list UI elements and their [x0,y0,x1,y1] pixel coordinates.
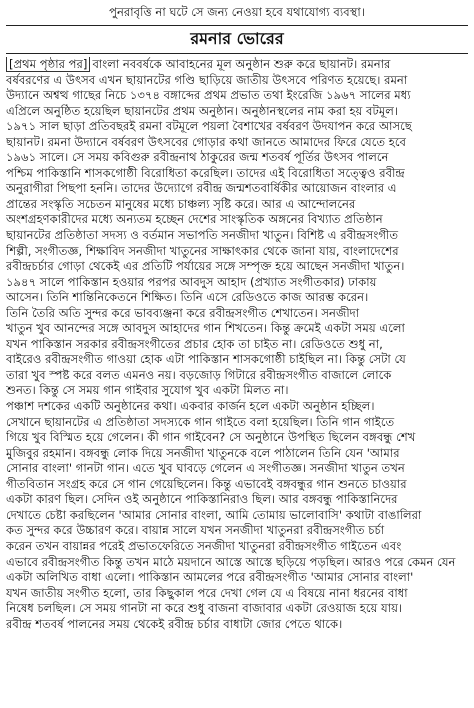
article-line: ১৯৭১ সাল ছাড়া প্রতিবছরই রমনা বটমূলে পয়লা বৈশাখের বর্ষবরণ উদযাপন করে আসছে [6,119,412,134]
article-line: বাইরেও রবীন্দ্রসংগীত গাওয়া হোক এটা পাকিস্তান শাসকগোষ্ঠী চাইছিল না। কিন্তু সেটা যে [6,352,406,367]
article-line: আসেন। তিনি শান্তিনিকেতনে শিক্ষিত। তিনি এসে রেডিওতে কাজ আরম্ভ করেন। [6,290,369,305]
article-line: তিনি তৈরি অতি সুন্দর করে ভাবব্যঞ্জনা করে রবীন্দ্রসংগীত শেখাতেন। সনজীদা [6,305,360,320]
article-line: সেখানে ছায়ানটের এ প্রতিষ্ঠাতা সদস্যকে গান গাইতে বলা হয়েছিল। তিনি গান গাইতে [6,414,395,429]
article-line: যখন জাতীয় সংগীত হলো, তার কিছুকাল পরে দেখা গেল যে এ বিষয়ে নানা ধরনের বাধা [6,585,408,600]
article-line: শুনত। কিন্তু সে সময় গান গাইবার সুযোগ খুব একটা মিলত না। [6,383,289,398]
article-line: পশ্চিম পাকিস্তানি শাসকগোষ্ঠী বিরোধিতা করেছিল। তাদের এই বিরোধিতা সত্ত্বেও রবীন্দ্র [6,165,405,180]
article-line: প্রান্তের সংস্কৃতি সচেতন মানুষের মধ্যে চাঞ্চল্য সৃষ্টি করে। আর এ আন্দোলনের [6,196,356,211]
article-line: বর্ষবরণের এ উৎসব এখন ছায়ানটের গণ্ডি ছাড়িয়ে জাতীয় উৎসবে পরিণত হয়েছে। রমনা [6,72,408,87]
article-line: শিল্পী, সংগীতজ্ঞ, শিক্ষাবিদ সনজীদা খাতুনের সাক্ষাৎকার থেকে জানা যায়, বাংলাদেশের [6,243,399,258]
article-line: রবীন্দ্রচর্চার গোড়া থেকেই এর প্রতিটি পর্যায়ের সঙ্গে সম্পৃক্ত হয়ে আছেন সনজীদা খাতুন। [6,259,405,274]
article-line: ১৯৪৭ সালে পাকিস্তান হওয়ার পরপর আবদুস আহাদ (প্রখ্যাত সংগীতকার) ঢাকায় [6,274,377,289]
article-line-text: বাংলা নববর্ষকে আবাহনের মূল অনুষ্ঠান শুরু করে ছায়ানট। রমনার [92,57,391,71]
article-line: গিয়ে খুব বিস্মিত হয়ে গেলেন। কী গান গাইবেন? সে অনুষ্ঠানে উপস্থিত ছিলেন বঙ্গবন্ধু শেখ [6,430,416,445]
title-divider [6,53,468,54]
article-line: রবীন্দ্র শতবর্ষ পালনের সময় থেকেই রবীন্দ্র চর্চার বাধাটা জোর পেতে থাকে। [6,616,343,631]
article-line: কত সুন্দর করে উচ্চারণ করে। বায়ান্ন সালে যখন সনজীদা খাতুনরা রবীন্দ্রসংগীত চর্চা [6,523,385,538]
article-line: যখন পাকিস্তান সরকার রবীন্দ্রসংগীতের প্রচার হোক তা চাইত না। রেডিওতে শুধু না, [6,336,383,351]
continuation-label: [প্রথম পৃষ্ঠার পর] [6,57,90,72]
article-line: এপ্রিলে অনুষ্ঠিত হয়েছিল ছায়ানটের প্রথম অনুষ্ঠান। অনুষ্ঠানস্থলের নাম করা হয় বটমূল। [6,103,399,118]
article-line: ১৯৬১ সালে। সে সময় কবিগুরু রবীন্দ্রনাথ ঠাকুরের জন্ম শতবর্ষ পূর্তির উৎসব পালনে [6,150,389,165]
article-line: নিষেধ চলছিল। সে সময় গানটা না করে শুধু বাজনা বাজাবার একটা রেওয়াজ হয়ে যায়। [6,601,403,616]
article-line: মুজিবুর রহমান। বঙ্গবন্ধু লোক দিয়ে সনজীদা খাতুনকে বলে পাঠালেন তিনি যেন 'আমার [6,445,400,460]
article-line: খাতুন খুব আনন্দের সঙ্গে আবদুস আহাদের গান শিখতেন। কিন্তু ক্রমেই একটা সময় এলো [6,321,405,336]
article-line [6,57,468,73]
article-line: করেন তখন বায়ান্নর পরেই প্রভাতফেরিতে সনজীদা খাতুনরা রবীন্দ্রসংগীত গাইতেন এবং [6,538,402,553]
article-line: একটা কারণ ছিল। সেদিন ওই অনুষ্ঠানে পাকিস্তানিরাও ছিল। আর বঙ্গবন্ধু পাকিস্তানিদের [6,492,398,507]
article-line: পঞ্চাশ দশকের একটি অনুষ্ঠানের কথা। একবার কার্জন হলে একটা অনুষ্ঠান হচ্ছিল। [6,399,375,414]
article-line: ছায়ানট। রমনা উদ্যানে বর্ষবরণ উৎসবের গোড়ার কথা জানতে আমাদের ফিরে যেতে হবে [6,134,406,149]
article-line: গীতবিতান সংগ্রহ করে সে গান গেয়েছিলেন। কিন্তু এভাবেই বঙ্গবন্ধুর গান শুনতে চাওয়ার [6,476,407,491]
article-title: রমনার ভোরের [190,29,284,48]
article-line: তারা খুব স্পষ্ট করে বলত এমনও নয়। বড়জোড় গিটারে রবীন্দ্রসংগীত বাজালে লোকে [6,367,392,382]
article-line: অনুরাগীরা পিছপা হননি। তাদের উদ্যোগে রবীন্দ্র জন্মশতবার্ষিকীর আয়োজন বাংলার এ [6,181,397,196]
article-line: এভাবে রবীন্দ্রসংগীত কিন্তু তখন মাঠে ময়দানে আস্তে আস্তে ছড়িয়ে পড়ছিল। আরও পরে কেমন যেন [6,554,456,569]
top-divider [6,25,468,26]
article-line: ছায়ানটের প্রতিষ্ঠাতা সদস্য ও বর্তমান সভাপতি সনজীদা খাতুন। বিশিষ্ট এ রবীন্দ্রসংগীত [6,228,399,243]
article-line: দেখাতে চেষ্টা করছিলেন 'আমার সোনার বাংলা, আমি তোমায় ভালোবাসি' কথাটা বাঙালিরা [6,507,422,522]
article-line: সোনার বাংলা' গানটা গান। এতে খুব ঘাবড়ে গেলেন এ সংগীতজ্ঞ। সনজীদা খাতুন তখন [6,461,405,476]
article-body [6,57,468,632]
article-line: অংশগ্রহণকারীদের মধ্যে অন্যতম হচ্ছেন দেশের সাংস্কৃতিক অঙ্গনের বিখ্যাত প্রতিষ্ঠান [6,212,383,227]
article-line: একটা অলিখিত বাধা এলো। পাকিস্তান আমলের পরে রবীন্দ্রসংগীত 'আমার সোনার বাংলা' [6,570,414,585]
previous-article-last-line: পুনরাবৃত্তি না ঘটে সে জন্য নেওয়া হবে যথাযোগ্য ব্যবস্থা। [109,5,365,19]
article-line: উদ্যানে অশ্বত্থ গাছের নিচে ১৩৭৪ বঙ্গাব্দের প্রথম প্রভাত তথা ইংরেজি ১৯৬৭ সালের মধ্য [6,88,411,103]
